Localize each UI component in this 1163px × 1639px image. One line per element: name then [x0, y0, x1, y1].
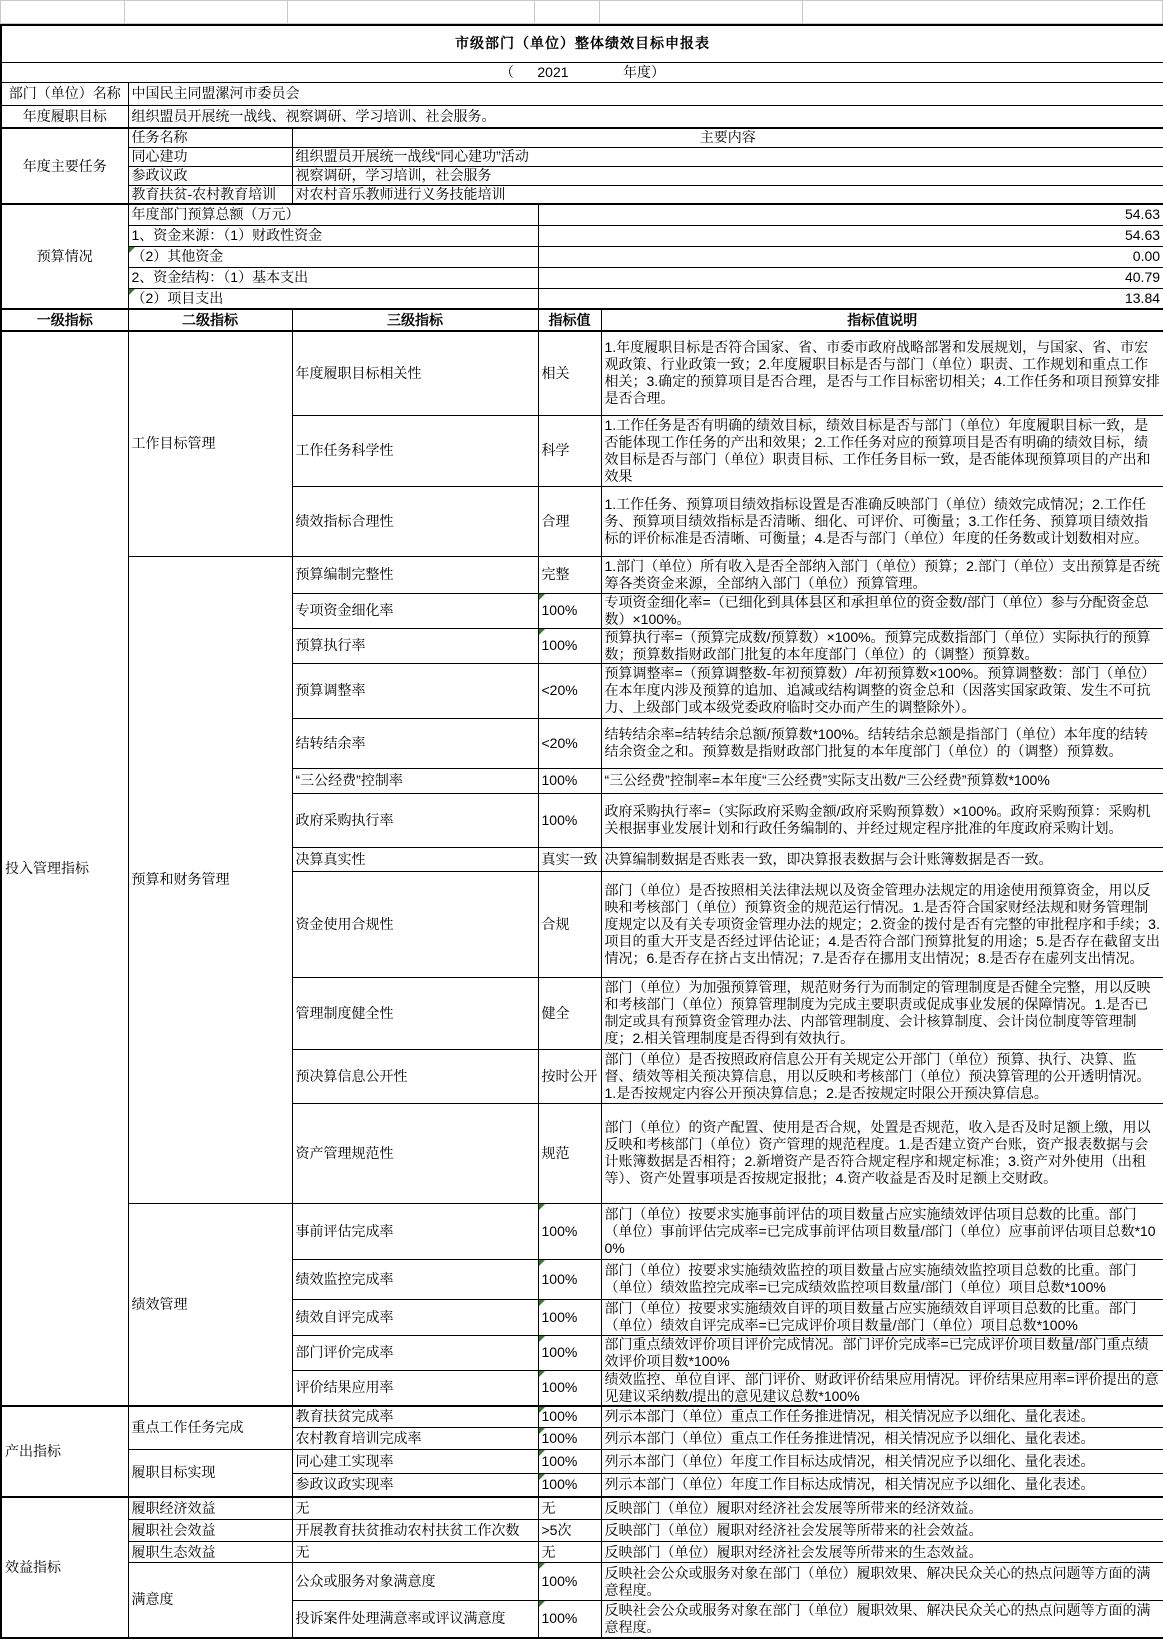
header-level2: 二级指标 — [128, 309, 292, 331]
declaration-form-table — [0, 24, 1163, 1639]
budget-item-label: 年度部门预算总额（万元） — [128, 204, 538, 225]
level2-cell: 满意度 — [128, 1563, 292, 1638]
desc-cell: 反映部门（单位）履职对经济社会发展等所带来的经济效益。 — [601, 1497, 1163, 1520]
desc-cell: “三公经费”控制率=本年度“三公经费”实际支出数/“三公经费”预算数*100% — [601, 768, 1163, 793]
value-cell: 科学 — [538, 415, 601, 486]
budget-row — [1, 267, 1163, 288]
level3-cell: 农村教育培训完成率 — [292, 1428, 538, 1450]
value-cell: 100% — [538, 1428, 601, 1450]
value-cell: 无 — [538, 1497, 601, 1520]
value-cell: 100% — [538, 593, 601, 628]
dept-name-row — [1, 82, 1163, 105]
value-cell: 100% — [538, 1406, 601, 1428]
annual-goal-value: 组织盟员开展统一战线、视察调研、学习培训、社会服务。 — [128, 105, 1163, 128]
level3-cell: 资金使用合规性 — [292, 871, 538, 977]
value-cell: <20% — [538, 718, 601, 768]
level2-cell: 履职社会效益 — [128, 1520, 292, 1542]
budget-row — [1, 288, 1163, 309]
desc-cell: 反映部门（单位）履职对经济社会发展等所带来的社会效益。 — [601, 1520, 1163, 1542]
budget-item-value: 40.79 — [538, 267, 1163, 288]
budget-row — [1, 204, 1163, 225]
value-cell: >5次 — [538, 1520, 601, 1542]
indicator-row — [1, 1450, 1163, 1474]
desc-cell: 部门（单位）是否按照相关法律法规以及资金管理办法规定的用途使用预算资金，用以反映和考核部门（单位）预算资金的规范运行情况。1.是否符合国家财经法规和财务管理制度规定以及有关专项资金管理办法的规定；2.资金的拨付是否有完整的审批程序和手续；3.项目的重大开支是否经过评估论证；4.是否符合部门预算批复的用途；5.是否存在截留支出情况；6.是否存在挤占支出情况；7.是否存在挪用支出情况；8.是否存在虚列支出情况。 — [601, 871, 1163, 977]
budget-item-value: 54.63 — [538, 225, 1163, 246]
desc-cell: 1.部门（单位）所有收入是否全部纳入部门（单位）预算；2.部门（单位）支出预算是否统筹各类资金来源，全部纳入部门（单位）预算管理。 — [601, 556, 1163, 593]
value-cell: 合规 — [538, 871, 601, 977]
spreadsheet-cell — [0, 0, 125, 24]
level3-cell: 绩效指标合理性 — [292, 486, 538, 556]
value-cell: 规范 — [538, 1103, 601, 1203]
indicator-row — [1, 1406, 1163, 1428]
indicator-row — [1, 556, 1163, 593]
desc-cell: 绩效监控、单位自评、部门评价、财政评价结果应用情况。评价结果应用率=评价提出的意见建议采纳数/提出的意见建议总数*100% — [601, 1370, 1163, 1406]
year-subtitle: （ 2021 年度） — [1, 62, 1163, 82]
title-row — [1, 25, 1163, 62]
desc-cell: 1.年度履职目标是否符合国家、省、市委市政府战略部署和发展规划，与国家、省、市宏观政策、行业政策一致；2.年度履职目标是否与部门（单位）职责、工作规划和重点工作相关；3.确定的预算项目是否合理，是否与工作目标密切相关；4.工作任务和项目预算安排是否合理。 — [601, 331, 1163, 415]
task-content-header: 主要内容 — [292, 128, 1163, 147]
level3-cell: 工作任务科学性 — [292, 415, 538, 486]
value-cell: 100% — [538, 793, 601, 847]
value-cell: 100% — [538, 628, 601, 663]
level3-cell: 公众或服务对象满意度 — [292, 1563, 538, 1601]
budget-item-label: （2）其他资金 — [128, 246, 538, 267]
value-cell: 合理 — [538, 486, 601, 556]
level3-cell: 无 — [292, 1542, 538, 1563]
task-name-cell: 同心建功 — [128, 147, 292, 166]
desc-cell: 列示本部门（单位）重点工作任务推进情况，相关情况应予以细化、量化表述。 — [601, 1428, 1163, 1450]
budget-item-value: 54.63 — [538, 204, 1163, 225]
level3-cell: 资产管理规范性 — [292, 1103, 538, 1203]
budget-row — [1, 225, 1163, 246]
task-name-header: 任务名称 — [128, 128, 292, 147]
indicator-row — [1, 1497, 1163, 1520]
budget-item-label: 2、资金结构：（1）基本支出 — [128, 267, 538, 288]
budget-row — [1, 246, 1163, 267]
desc-cell: 结转结余率=结转结余总额/预算数*100%。结转结余总额是指部门（单位）本年度的结转结余资金之和。预算数是指财政部门批复的本年度部门（单位）的（调整）预算数。 — [601, 718, 1163, 768]
task-name-cell: 参政议政 — [128, 166, 292, 185]
desc-cell: 1.工作任务是否有明确的绩效目标，绩效目标是否与部门（单位）年度履职目标一致，是否能体现工作任务的产出和效果；2.工作任务对应的预算项目是否有明确的绩效目标，绩效目标是否与部门（单位）职责目标、工作任务目标一致，是否能体现预算项目的产出和效果 — [601, 415, 1163, 486]
desc-cell: 反映社会公众或服务对象在部门（单位）履职效果、解决民众关心的热点问题等方面的满意程度。 — [601, 1601, 1163, 1638]
value-cell: 相关 — [538, 331, 601, 415]
desc-cell: 部门重点绩效评价项目评价完成情况。部门评价完成率=已完成评价项目数量/部门重点绩效评价项目数*100% — [601, 1335, 1163, 1370]
budget-item-label: （2）项目支出 — [128, 288, 538, 309]
desc-cell: 决算编制数据是否账表一致，即决算报表数据与会计账簿数据是否一致。 — [601, 847, 1163, 871]
value-cell: 真实一致 — [538, 847, 601, 871]
level2-cell: 绩效管理 — [128, 1203, 292, 1406]
header-level1: 一级指标 — [1, 309, 128, 331]
budget-item-value: 13.84 — [538, 288, 1163, 309]
task-row — [1, 166, 1163, 185]
task-name-cell: 教育扶贫-农村教育培训 — [128, 185, 292, 204]
desc-cell: 反映社会公众或服务对象在部门（单位）履职效果、解决民众关心的热点问题等方面的满意程度。 — [601, 1563, 1163, 1601]
value-cell: 100% — [538, 1299, 601, 1335]
desc-cell: 列示本部门（单位）重点工作任务推进情况，相关情况应予以细化、量化表述。 — [601, 1406, 1163, 1428]
level3-cell: 决算真实性 — [292, 847, 538, 871]
indicator-row — [1, 1203, 1163, 1259]
desc-cell: 反映部门（单位）履职对经济社会发展等所带来的生态效益。 — [601, 1542, 1163, 1563]
level3-cell: “三公经费”控制率 — [292, 768, 538, 793]
spreadsheet-grid-row — [0, 0, 1163, 24]
header-level3: 三级指标 — [292, 309, 538, 331]
level3-cell: 专项资金细化率 — [292, 593, 538, 628]
value-cell: 100% — [538, 1601, 601, 1638]
level1-cell: 投入管理指标 — [1, 331, 128, 1406]
level3-cell: 开展教育扶贫推动农村扶贫工作次数 — [292, 1520, 538, 1542]
annual-goal-label: 年度履职目标 — [1, 105, 128, 128]
level3-cell: 年度履职目标相关性 — [292, 331, 538, 415]
level3-cell: 投诉案件处理满意率或评议满意度 — [292, 1601, 538, 1638]
level3-cell: 同心建工实现率 — [292, 1450, 538, 1474]
indicator-row — [1, 1542, 1163, 1563]
value-cell: <20% — [538, 663, 601, 718]
level2-cell: 履职目标实现 — [128, 1450, 292, 1497]
spreadsheet-cell — [125, 0, 288, 24]
task-content-cell: 视察调研，学习培训，社会服务 — [292, 166, 1163, 185]
value-cell: 100% — [538, 1370, 601, 1406]
value-cell: 完整 — [538, 556, 601, 593]
desc-cell: 部门（单位）为加强预算管理，规范财务行为而制定的管理制度是否健全完整，用以反映和考核部门（单位）预算管理制度为完成主要职责或促成事业发展的保障情况。1.是否已制定或具有预算资金管理办法、内部管理制度、会计核算制度、会计岗位制度等管理制度；2.相关管理制度是否得到有效执行。 — [601, 977, 1163, 1049]
tasks-section-label: 年度主要任务 — [1, 128, 128, 204]
indicator-row — [1, 1563, 1163, 1601]
task-content-cell: 组织盟员开展统一战线“同心建功”活动 — [292, 147, 1163, 166]
budget-section-label: 预算情况 — [1, 204, 128, 309]
spreadsheet-cell — [600, 0, 803, 24]
dept-name-label: 部门（单位）名称 — [1, 82, 128, 105]
indicator-row — [1, 331, 1163, 415]
level3-cell: 预算执行率 — [292, 628, 538, 663]
level3-cell: 绩效监控完成率 — [292, 1259, 538, 1299]
desc-cell: 部门（单位）按要求实施绩效自评的项目数量占应实施绩效自评项目总数的比重。部门（单位）绩效自评完成率=已完成评价项目数量/部门（单位）项目总数*100% — [601, 1299, 1163, 1335]
level3-cell: 部门评价完成率 — [292, 1335, 538, 1370]
annual-goal-row — [1, 105, 1163, 128]
task-row — [1, 147, 1163, 166]
subtitle-row — [1, 62, 1163, 82]
page-title: 市级部门（单位）整体绩效目标申报表 — [1, 25, 1163, 62]
value-cell: 100% — [538, 768, 601, 793]
level2-cell: 履职生态效益 — [128, 1542, 292, 1563]
desc-cell: 部门（单位）的资产配置、使用是否合规，处置是否规范，收入是否及时足额上缴，用以反映和考核部门（单位）资产管理的规范程度。1.是否建立资产台账，资产报表数据与会计账簿数据是否相符；2.新增资产是否符合规定程序和规定标准；3.资产对外使用（出租等）、资产处置事项是否按规定报批；4.资产收益是否及时足额上交财政。 — [601, 1103, 1163, 1203]
level2-cell: 工作目标管理 — [128, 331, 292, 556]
desc-cell: 专项资金细化率=（已细化到具体县区和承担单位的资金数/部门（单位）参与分配资金总数）×100%。 — [601, 593, 1163, 628]
tasks-header-row — [1, 128, 1163, 147]
task-content-cell: 对农村音乐教师进行义务技能培训 — [292, 185, 1163, 204]
desc-cell: 部门（单位）按要求实施绩效监控的项目数量占应实施绩效监控项目总数的比重。部门（单位）绩效监控完成率=已完成绩效监控项目数量/部门（单位）项目总数*100% — [601, 1259, 1163, 1299]
level3-cell: 绩效自评完成率 — [292, 1299, 538, 1335]
value-cell: 100% — [538, 1563, 601, 1601]
value-cell: 100% — [538, 1474, 601, 1497]
task-row — [1, 185, 1163, 204]
spreadsheet-cell — [803, 0, 1163, 24]
value-cell: 健全 — [538, 977, 601, 1049]
level3-cell: 预算编制完整性 — [292, 556, 538, 593]
level3-cell: 预决算信息公开性 — [292, 1049, 538, 1103]
level3-cell: 无 — [292, 1497, 538, 1520]
spreadsheet-cell — [535, 0, 600, 24]
level2-cell: 履职经济效益 — [128, 1497, 292, 1520]
value-cell: 100% — [538, 1450, 601, 1474]
level3-cell: 结转结余率 — [292, 718, 538, 768]
level3-cell: 参政议政实现率 — [292, 1474, 538, 1497]
level3-cell: 评价结果应用率 — [292, 1370, 538, 1406]
value-cell: 100% — [538, 1335, 601, 1370]
budget-item-label: 1、资金来源：（1）财政性资金 — [128, 225, 538, 246]
desc-cell: 预算执行率=（预算完成数/预算数）×100%。预算完成数指部门（单位）实际执行的预算数；预算数指财政部门批复的本年度部门（单位）的（调整）预算数。 — [601, 628, 1163, 663]
level3-cell: 教育扶贫完成率 — [292, 1406, 538, 1428]
level2-cell: 预算和财务管理 — [128, 556, 292, 1203]
dept-name-value: 中国民主同盟漯河市委员会 — [128, 82, 1163, 105]
spreadsheet-cell — [288, 0, 535, 24]
header-desc: 指标值说明 — [601, 309, 1163, 331]
value-cell: 100% — [538, 1203, 601, 1259]
desc-cell: 1.工作任务、预算项目绩效指标设置是否准确反映部门（单位）绩效完成情况；2.工作任务、预算项目绩效指标是否清晰、细化、可评价、可衡量；3.工作任务、预算项目绩效指标的评价标准是否清晰、可衡量；4.是否与部门（单位）年度的任务数或计划数相对应。 — [601, 486, 1163, 556]
desc-cell: 政府采购执行率=（实际政府采购金额/政府采购预算数）×100%。政府采购预算：采购机关根据事业发展计划和行政任务编制的、并经过规定程序批准的年度政府采购计划。 — [601, 793, 1163, 847]
level3-cell: 预算调整率 — [292, 663, 538, 718]
level3-cell: 政府采购执行率 — [292, 793, 538, 847]
desc-cell: 列示本部门（单位）年度工作目标达成情况，相关情况应予以细化、量化表述。 — [601, 1450, 1163, 1474]
level2-cell: 重点工作任务完成 — [128, 1406, 292, 1450]
level3-cell: 管理制度健全性 — [292, 977, 538, 1049]
desc-cell: 部门（单位）按要求实施事前评估的项目数量占应实施绩效评估项目总数的比重。部门（单位）事前评估完成率=已完成事前评估项目数量/部门（单位）应事前评估项目总数*100% — [601, 1203, 1163, 1259]
value-cell: 按时公开 — [538, 1049, 601, 1103]
indicator-row — [1, 1520, 1163, 1542]
desc-cell: 预算调整率=（预算调整数-年初预算数）/年初预算数×100%。预算调整数：部门（单位）在本年度内涉及预算的追加、追减或结构调整的资金总和（因落实国家政策、发生不可抗力、上级部门或本级党委政府临时交办而产生的调整除外）。 — [601, 663, 1163, 718]
header-value: 指标值 — [538, 309, 601, 331]
value-cell: 100% — [538, 1259, 601, 1299]
desc-cell: 部门（单位）是否按照政府信息公开有关规定公开部门（单位）预算、执行、决算、监督、绩效等相关预决算信息，用以反映和考核部门（单位）预决算管理的公开透明情况。1.是否按规定内容公开预决算信息；2.是否按规定时限公开预决算信息。 — [601, 1049, 1163, 1103]
indicator-header-row — [1, 309, 1163, 331]
level1-cell: 产出指标 — [1, 1406, 128, 1497]
value-cell: 无 — [538, 1542, 601, 1563]
desc-cell: 列示本部门（单位）年度工作目标达成情况，相关情况应予以细化、量化表述。 — [601, 1474, 1163, 1497]
level1-cell: 效益指标 — [1, 1497, 128, 1638]
budget-item-value: 0.00 — [538, 246, 1163, 267]
level3-cell: 事前评估完成率 — [292, 1203, 538, 1259]
